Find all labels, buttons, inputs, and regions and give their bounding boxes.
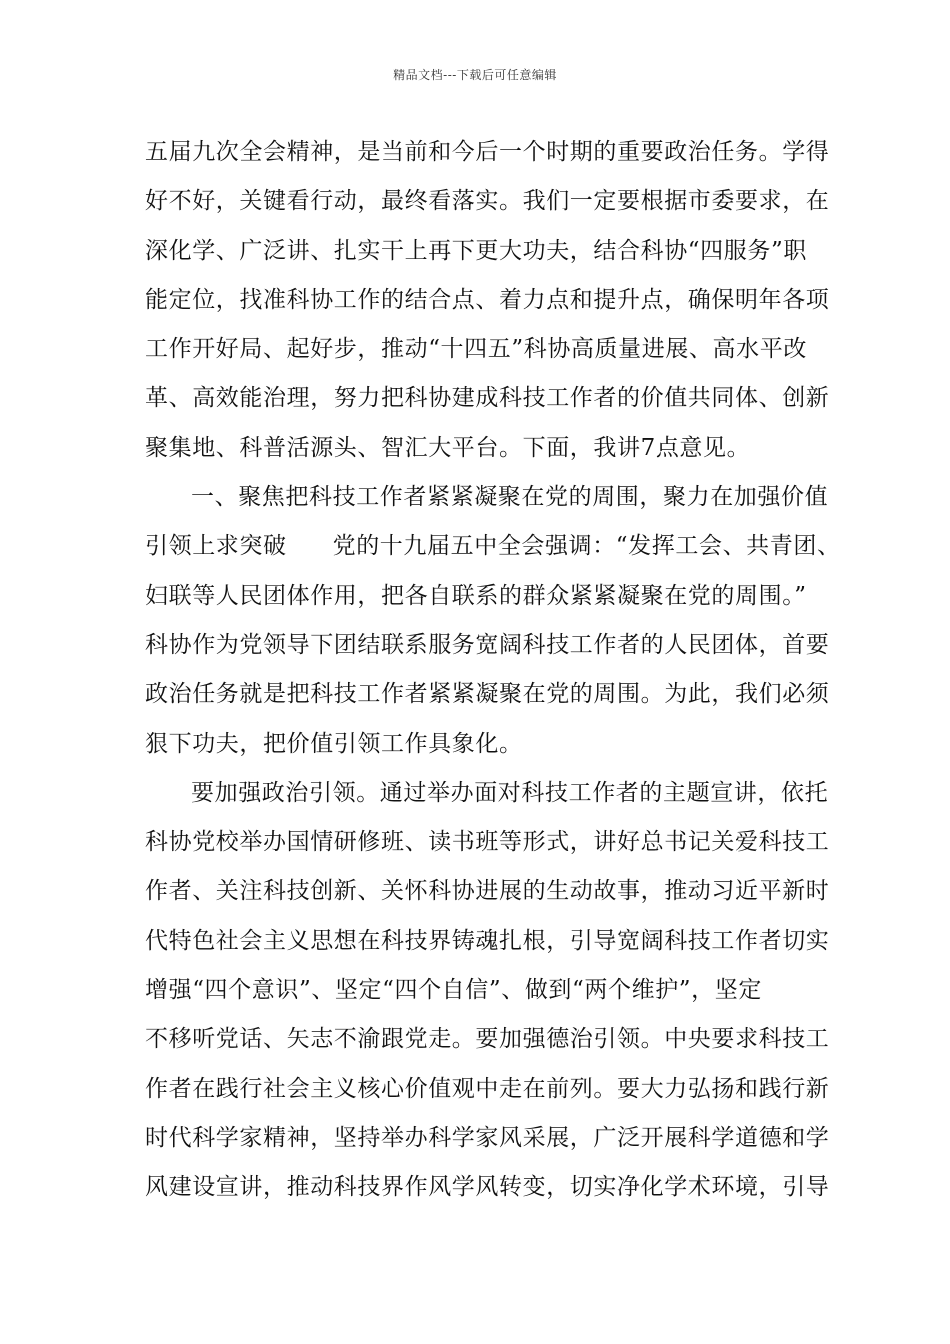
section-heading-continuation [145, 522, 841, 571]
paragraph-first-line: 要加强政治引领。通过举办面对科技工作者的主题宣讲，依托 [191, 779, 829, 806]
text-line: 聚集地、科普活源头、智汇大平台。下面，我讲7点意见。 [145, 434, 751, 461]
text-line: 科协作为党领导下团结联系服务宽阔科技工作者的人民团体，首要 [145, 631, 830, 658]
section-heading-tail: 引领上求突破 [145, 533, 287, 560]
text-line: 不移听党话、矢志不渝跟党走。要加强德治引领。中央要求科技工 [145, 1026, 830, 1053]
text-line: 时代科学家精神，坚持举办科学家风采展，广泛开展科学道德和学 [145, 1124, 830, 1151]
text-line: 作者、关注科技创新、关怀科协进展的生动故事，推动习近平新时 [145, 878, 830, 905]
text-line: 政治任务就是把科技工作者紧紧凝聚在党的周围。为此，我们必须 [145, 681, 830, 708]
section-heading-line: 一、聚焦把科技工作者紧紧凝聚在党的周围，聚力在加强价值 [191, 484, 829, 511]
text-line: 狠下功夫，把价值引领工作具象化。 [145, 730, 523, 757]
text-line: 五届九次全会精神，是当前和今后一个时期的重要政治任务。学得 [145, 139, 830, 165]
text-line: 好不好，关键看行动，最终看落实。我们一定要根据市委要求，在 [145, 188, 830, 215]
text-line: 革、高效能治理，努力把科协建成科技工作者的价值共同体、创新 [145, 385, 830, 412]
text-line: 代特色社会主义思想在科技界铸魂扎根，引导宽阔科技工作者切实 [145, 927, 830, 954]
text-line: 作者在践行社会主义核心价值观中走在前列。要大力弘扬和践行新 [145, 1075, 830, 1102]
document-body [145, 128, 841, 1213]
text-line: 科协党校举办国情研修班、读书班等形式，讲好总书记关爱科技工 [145, 829, 830, 856]
text-line: 增强“四个意识”、坚定“四个自信”、做到“两个维护”，坚定 [145, 977, 762, 1004]
page-header: 精品文档---下载后可任意编辑 [393, 68, 557, 82]
text-line: 风建设宣讲，推动科技界作风学风转变，切实净化学术环境，引导 [145, 1174, 830, 1201]
text-line: 能定位，找准科协工作的结合点、着力点和提升点，确保明年各项 [145, 286, 830, 313]
text-line: 深化学、广泛讲、扎实干上再下更大功夫，结合科协“四服务”职 [145, 237, 807, 264]
paragraph-start: 党的十九届五中全会强调：“发挥工会、共青团、 [332, 533, 841, 560]
text-line: 工作开好局、起好步，推动“十四五”科协高质量进展、高水平改 [145, 336, 807, 363]
text-line: 妇联等人民团体作用，把各自联系的群众紧紧凝聚在党的周围。” [145, 582, 807, 609]
